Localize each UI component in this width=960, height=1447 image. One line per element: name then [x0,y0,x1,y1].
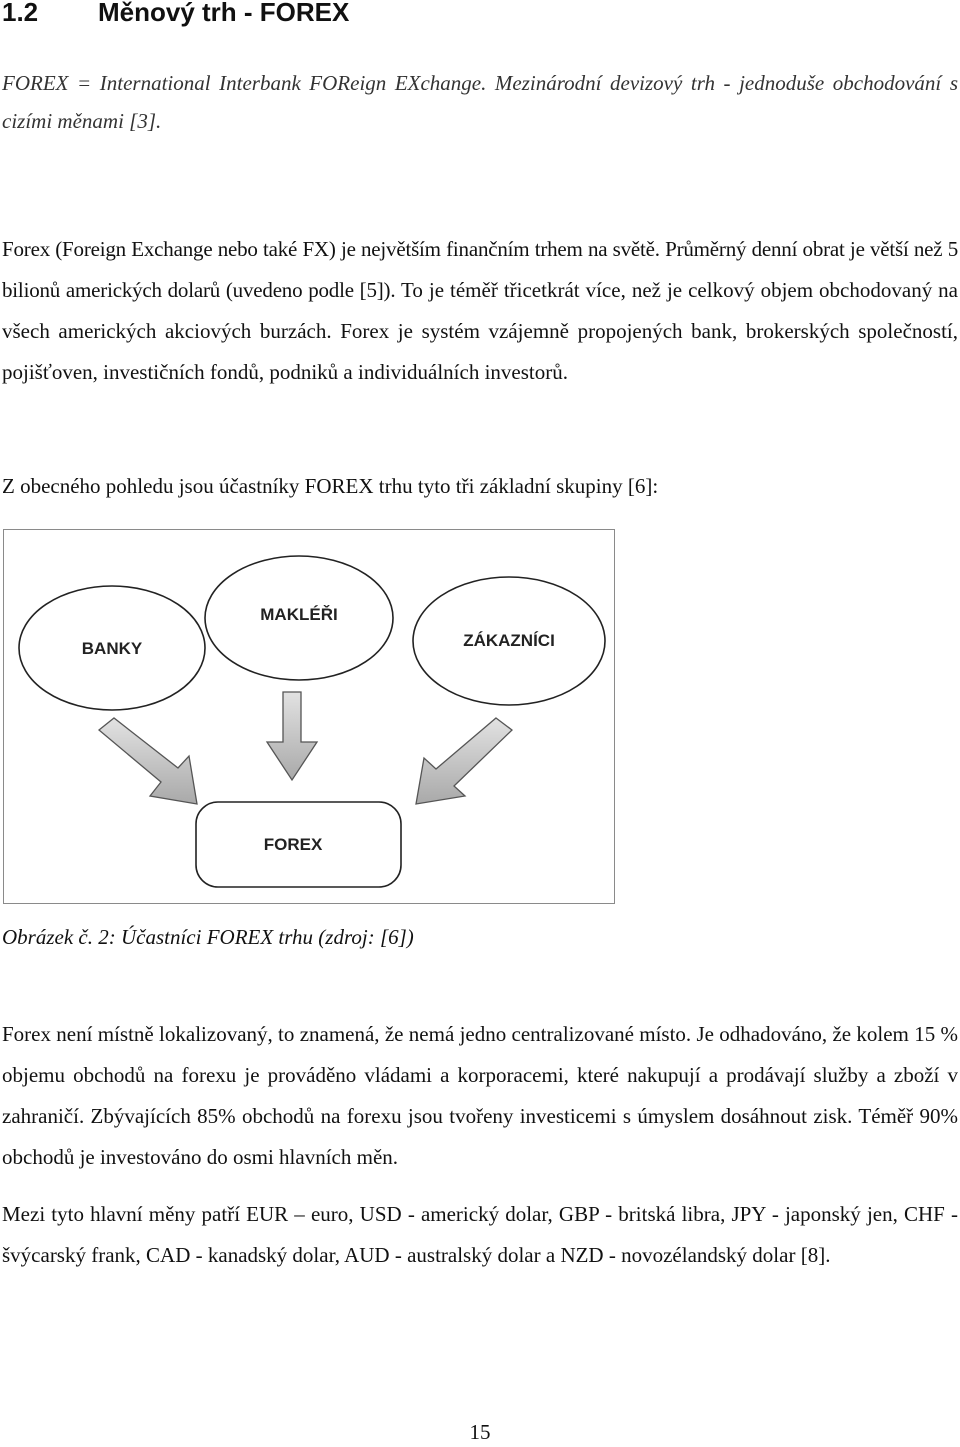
page-number: 15 [469,1420,491,1444]
figure-caption: Obrázek č. 2: Účastníci FOREX trhu (zdroj: [6]) [2,925,414,949]
customers-label: ZÁKAZNÍCI [463,631,555,650]
section-heading [2,0,349,32]
paragraph-forex-intro [2,229,958,393]
arrow-customers-to-forex [416,718,512,804]
paragraph-forex-location: Forex není místně lokalizovaný, to znamená, že nemá jedno centralizované místo. Je odhadováno, že kolem 15 % objemu obchodů na forexu je prováděno vládami a korporacemi, které nakupují a prodávají služby a zboží v zahraničí. Zbývajících 85% obchodů na forexu jsou tvořeny investicemi s úmyslem dosáhnout zisk. Téměř 90% obchodů je investováno do osmi hlavních měn. [2,1022,958,1169]
brokers-label: MAKLÉŘI [260,605,338,624]
paragraph-forex-definition: FOREX = International Interbank FOReign EXchange. Mezinárodní devizový trh - jednoduše obchodování s cizími měnami [3]. [2,71,958,133]
paragraph-major-currencies: Mezi tyto hlavní měny patří EUR – euro, USD - americký dolar, GBP - britská libra, JPY - japonský jen, CHF - švýcarský frank, CAD - kanadský dolar, AUD - australský dolar a NZD - novozélandský dolar [8]. [2,1202,958,1267]
arrow-banks-to-forex [99,718,197,804]
banks-label: BANKY [81,639,143,658]
section-number: 1.2 [2,0,39,27]
paragraph-intro-part1: Forex (Foreign Exchange nebo také FX) je největším finančním trhem na světě. Průměrný denní obrat je větší než 5 bilionů amerických dolarů (uvedeno podle [5]). [2,237,958,302]
forex-participants-diagram [3,529,615,904]
paragraph-intro-part2: To je téměř třicetkrát více, než je celkový objem obchodovaný na všech amerických akciových burzách. Forex je systém vzájemně propojených bank, brokerských společností, pojišťoven, investičních fondů, podniků a individuálních investorů. [2,278,959,384]
diagram-svg [4,530,614,903]
section-title: Měnový trh - FOREX [98,0,350,27]
paragraph-participants-intro: Z obecného pohledu jsou účastníky FOREX trhu tyto tři základní skupiny [6]: [2,474,659,498]
arrow-brokers-to-forex [267,692,317,780]
forex-label: FOREX [263,835,323,854]
